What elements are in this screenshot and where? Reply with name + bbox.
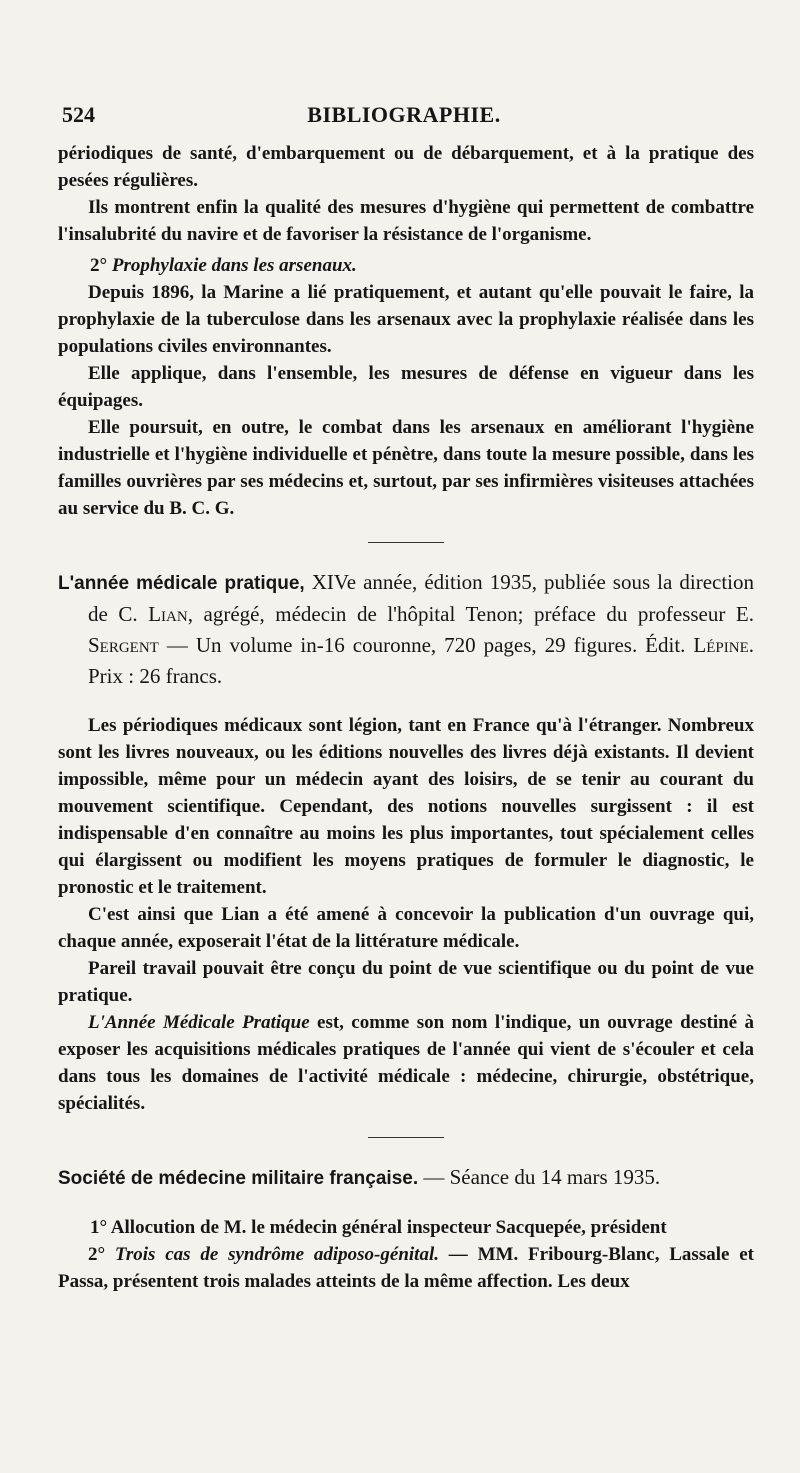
review-author: Lian [148, 602, 188, 626]
review-text: , agrégé, médecin de l'hôpital Tenon; préface du professeur E. [187, 602, 755, 626]
paragraph-text: est, comme son nom l'indique, un ouvrage destiné à exposer les acquisitions médicales pratiques de l'année qui vient de s'écouler et cela dans tous les domaines de l'activité médicale : médecine, chirurgie, obstétrique, spécialités. [58, 1012, 754, 1114]
publisher: Lépine [693, 633, 749, 657]
paragraph: Pareil travail pouvait être conçu du point de vue scientifique ou du point de vue pratique. [58, 958, 754, 1006]
agenda-item [58, 1241, 754, 1295]
paragraph: Depuis 1896, la Marine a lié pratiquement, et autant qu'elle pouvait le faire, la prophylaxie de la tuberculose dans les arsenaux avec la prophylaxie réalisée dans les populations civiles environnantes. [58, 282, 754, 357]
paragraph: Elle applique, dans l'ensemble, les mesures de défense en vigueur dans les équipages. [58, 363, 754, 411]
society-title: Société de médecine militaire française. [58, 1168, 419, 1189]
page-header [62, 96, 746, 136]
heading-title: Prophylaxie dans les arsenaux. [111, 255, 357, 276]
separator-rule [368, 1137, 444, 1138]
separator-rule [368, 542, 444, 543]
paragraph: C'est ainsi que Lian a été amené à concevoir la publication d'un ouvrage qui, chaque année, exposerait l'état de la littérature médicale. [58, 904, 754, 952]
paragraph: Ils montrent enfin la qualité des mesures d'hygiène qui permettent de combattre l'insalubrité du navire et de favoriser la résistance de l'organisme. [58, 197, 754, 245]
preface-author: Sergent [88, 633, 159, 657]
item-title: Trois cas de syndrôme adiposo-génital. [114, 1244, 439, 1265]
review-text: XIVe année, édition 1935, publiée sous la direction de C. [88, 570, 754, 626]
agenda-item: 1° Allocution de M. le médecin général inspecteur Sacquepée, président [90, 1217, 667, 1238]
review-entry [58, 567, 754, 692]
paragraph: périodiques de santé, d'embarquement ou de débarquement, et à la pratique des pesées régulières. [58, 143, 754, 191]
running-title: BIBLIOGRAPHIE. [307, 102, 501, 127]
item-text: — MM. Fribourg-Blanc, Lassale et Passa, présentent trois malades atteints de la même affection. Les deux [58, 1244, 754, 1292]
item-number: 2° [88, 1244, 115, 1265]
page-number: 524 [62, 102, 95, 127]
review-text: — Un volume in-16 couronne, 720 pages, 29 figures. Édit. [158, 633, 694, 657]
heading-number: 2° [90, 255, 108, 276]
society-text: — Séance du 14 mars 1935. [418, 1165, 661, 1189]
paragraph: Les périodiques médicaux sont légion, tant en France qu'à l'étranger. Nombreux sont les livres nouveaux, ou les éditions nouvelles des livres déjà existants. Il devient impossible, même pour un médecin ayant des loisirs, de se tenir au courant du mouvement scientifique. Cependant, des notions nouvelles surgissent : il est indispensable d'en connaître au moins les plus importantes, tout spécialement celles qui élargissent ou modifient les moyens pratiques de formuler le diagnostic, le pronostic et le traitement. [58, 715, 754, 898]
paragraph [58, 1009, 754, 1117]
review-title: L'année médicale pratique, [58, 573, 305, 594]
book-title: L'Année Médicale Pratique [88, 1012, 310, 1033]
page-body [58, 140, 754, 1295]
society-entry [58, 1162, 754, 1194]
paragraph: Elle poursuit, en outre, le combat dans les arsenaux en améliorant l'hygiène industrielle et l'hygiène individuelle et pénètre, dans toute la mesure possible, dans les familles ouvrières par ses médecins et, surtout, par ses infirmières visiteuses attachées au service du B. C. G. [58, 417, 754, 519]
section-heading [58, 252, 754, 279]
review-text: . Prix : 26 francs. [88, 633, 754, 688]
